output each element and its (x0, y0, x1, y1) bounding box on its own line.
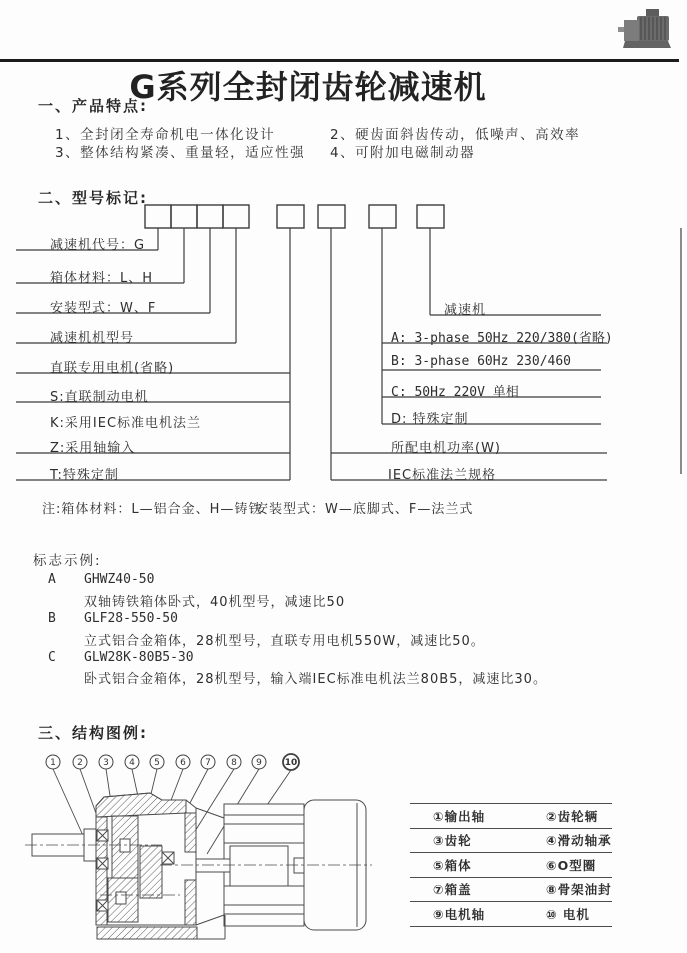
model-field-iec-flange: IEC标准法兰规格 (388, 468, 497, 483)
model-field-case-material: 箱体材料：L、H (50, 271, 154, 286)
product-photo (616, 7, 678, 54)
model-code-box-5 (277, 205, 304, 228)
callout-9: 9 (256, 758, 262, 768)
example-code: GLW28K-80B5-30 (84, 650, 194, 665)
model-field-mount-type: 安装型式：W、F (50, 301, 157, 316)
structure-legend-table (410, 803, 612, 927)
legend-row (410, 804, 612, 829)
callout-4: 4 (129, 758, 135, 768)
model-field-voltage-c: C: 50Hz 220V 单相 (391, 385, 519, 400)
model-field-reducer: 减速机 (444, 303, 487, 318)
legend-cell: ⑤箱体 (410, 853, 523, 878)
legend-row (410, 828, 612, 853)
gearmotor-photo-icon (618, 9, 671, 48)
model-field-frame-size: 减速机机型号 (50, 331, 135, 346)
callout-10: 10 (284, 758, 298, 768)
model-field-option-t: T:特殊定制 (50, 468, 119, 483)
model-code-boxes (145, 205, 444, 228)
model-code-box-3 (197, 205, 223, 228)
legend-cell: ⑨电机轴 (410, 902, 523, 927)
legend-cell: ⑦箱盖 (410, 877, 523, 902)
callout-2: 2 (77, 758, 83, 768)
model-code-box-2 (171, 205, 197, 228)
model-field-motor-power: 所配电机功率(W) (391, 441, 501, 456)
legend-cell: ③齿轮 (410, 828, 523, 853)
model-field-option-s: S:直联制动电机 (50, 390, 149, 405)
model-code-box-7 (369, 205, 396, 228)
section-structure-heading: 三、结构图例: (38, 724, 148, 742)
model-note-material: 注:箱体材料：L—铝合金、H—铸铁 (42, 502, 263, 517)
legend-row (410, 853, 612, 878)
section-model-heading: 二、型号标记: (38, 189, 148, 207)
example-key: C (48, 650, 56, 665)
callout-5: 5 (154, 758, 160, 768)
model-code-box-1 (145, 205, 171, 228)
feature-item-1: 1、全封闭全寿命机电一体化设计 (55, 127, 276, 143)
structure-drawing (20, 745, 415, 950)
pinion-gear (140, 846, 162, 898)
model-field-option-k: K:采用IEC标准电机法兰 (50, 416, 202, 431)
model-field-voltage-d: D: 特殊定制 (391, 412, 469, 427)
model-code-box-4 (223, 205, 249, 228)
legend-cell: ⑥O型圈 (523, 853, 612, 878)
examples-heading: 标志示例: (33, 553, 102, 569)
page-title: G系列全封闭齿轮减速机 (129, 68, 487, 106)
example-key: B (48, 611, 56, 626)
legend-row (410, 902, 612, 927)
scan-edge-line (680, 228, 682, 474)
legend-row (410, 877, 612, 902)
example-code: GHWZ40-50 (84, 572, 155, 587)
model-field-voltage-b: B: 3-phase 60Hz 230/460 (391, 354, 572, 369)
callout-3: 3 (103, 758, 109, 768)
motor-rotor (230, 846, 288, 886)
reducer-cross-section (25, 793, 372, 939)
model-code-box-8 (417, 205, 444, 228)
example-code: GLF28-550-50 (84, 611, 178, 626)
section-features-heading: 一、产品特点: (38, 97, 148, 115)
legend-cell: ②齿轮辆 (523, 804, 612, 829)
mounting-base (97, 927, 197, 939)
legend-cell: ⑩ 电机 (523, 902, 612, 927)
example-description: 双轴铸铁箱体卧式，40机型号，减速比50 (84, 595, 346, 610)
callout-7: 7 (205, 758, 211, 768)
feature-item-4: 4、可附加电磁制动器 (330, 145, 476, 161)
feature-item-2: 2、硬齿面斜齿传动，低噪声、高效率 (330, 127, 581, 143)
callout-8: 8 (231, 758, 237, 768)
feature-item-3: 3、整体结构紧凑、重量轻，适应性强 (55, 145, 306, 161)
model-field-voltage-a: A: 3-phase 50Hz 220/380(省略) (391, 331, 613, 346)
callout-1: 1 (50, 758, 56, 768)
callout-6: 6 (180, 758, 186, 768)
example-key: A (48, 572, 56, 587)
legend-cell: ①输出轴 (410, 804, 523, 829)
legend-cell: ⑧骨架油封 (523, 877, 612, 902)
motor-shaft (196, 859, 230, 872)
example-description: 卧式铝合金箱体，28机型号，输入端IEC标准电机法兰80B5，减速比30。 (84, 672, 547, 687)
legend-cell: ④滑动轴承 (523, 828, 612, 853)
model-code-box-6 (318, 205, 345, 228)
model-field-reducer-code: 减速机代号：G (50, 238, 146, 253)
model-field-option-z: Z:采用轴输入 (50, 441, 136, 456)
model-field-direct-motor: 直联专用电机(省略) (50, 361, 175, 376)
model-note-mount: 安装型式：W—底脚式、F—法兰式 (255, 502, 474, 517)
example-description: 立式铝合金箱体，28机型号，直联专用电机550W，减速比50。 (84, 634, 485, 649)
